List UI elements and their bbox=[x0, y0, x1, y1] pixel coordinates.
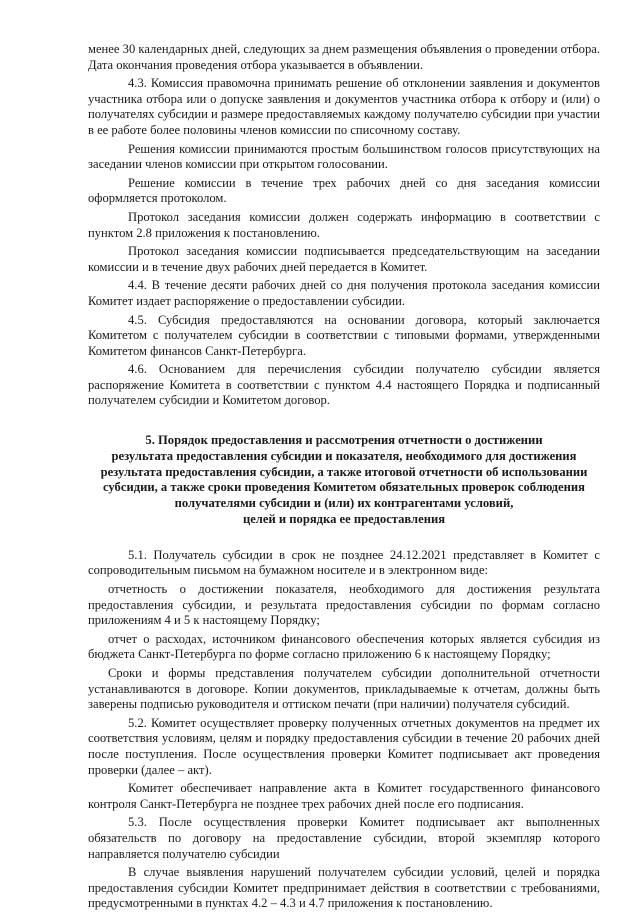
section-heading-line: субсидии, а также сроки проведения Комитетом обязательных проверок соблюдения bbox=[103, 480, 585, 495]
paragraph-expense-report: отчет о расходах, источником финансового обеспечения которых является субсидия из бюджета Санкт-Петербурга по форме согласно приложению 6 к настоящему Порядку; bbox=[88, 631, 600, 662]
section-heading-line: получателями субсидии и (или) их контрагентами условий, bbox=[174, 496, 514, 511]
paragraph-4-6: 4.6. Основанием для перечисления субсидии получателю субсидии является распоряжение Комитета в соответствии с пунктом 4.4 настоящего Порядка и подписанный получателем субсидии и Комитетом договор. bbox=[88, 362, 600, 408]
section-heading-line: 5. Порядок предоставления и рассмотрения отчетности о достижении bbox=[145, 433, 543, 448]
paragraph-4-4: 4.4. В течение десяти рабочих дней со дня получения протокола заседания комиссии Комитет издает распоряжение о предоставлении субсидии. bbox=[88, 278, 600, 308]
paragraph-4-5: 4.5. Субсидия предоставляются на основании договора, который заключается Комитетом с получателем субсидии в соответствии с типовыми формами, утвержденными Комитетом финансов Санкт-Петербурга. bbox=[88, 312, 600, 358]
paragraph-violations: В случае выявления нарушений получателем субсидии условий, целей и порядка предоставления субсидии Комитет предпринимает действия в соответствии с требованиями, предусмотренными в пунктах 4.2 – 4.3 и 4.7 приложения к постановлению. bbox=[88, 865, 600, 911]
paragraph-5-2: 5.2. Комитет осуществляет проверку полученных отчетных документов на предмет их соответствия условиям, целям и порядку предоставления субсидии в течение 20 рабочих дней после поступления. После осуществления проверки Комитет подписывает акт проведения проверки (далее – акт). bbox=[88, 715, 600, 777]
section-heading-line: результата предоставления субсидии, а также итоговой отчетности об использовании bbox=[100, 464, 588, 479]
paragraph-act-forwarding: Комитет обеспечивает направление акта в Комитет государственного финансового контроля Санкт-Петербурга не позднее трех рабочих дней после его подписания. bbox=[88, 781, 600, 811]
paragraph-additional-reporting: Сроки и формы представления получателем субсидии дополнительной отчетности устанавливаются в договоре. Копии документов, прикладываемые к отчетам, должны быть заверены подписью руководителя и оттиском печати (при наличии) получателя субсидий. bbox=[88, 666, 600, 712]
paragraph-5-3: 5.3. После осуществления проверки Комитет подписывает акт выполненных обязательств по договору на предоставление субсидии, второй экземпляр которого направляется получателю субсидии bbox=[88, 815, 600, 861]
paragraph-commission-protocol: Решение комиссии в течение трех рабочих дней со дня заседания комиссии оформляется протоколом. bbox=[88, 175, 600, 206]
section-heading-line: результата предоставления субсидии и показателя, необходимого для достижения bbox=[111, 448, 577, 463]
paragraph-protocol-content: Протокол заседания комиссии должен содержать информацию в соответствии с пунктом 2.8 приложения к постановлению. bbox=[88, 209, 600, 240]
paragraph-4-3: 4.3. Комиссия правомочна принимать решение об отклонении заявления и документов участника отбора или о допуске заявления и документов участника отбора к отбору и (или) о получателях субсидии и размере предоставляемых каждому получателю субсидии при участии в ее работе более половины членов комиссии по списочному составу. bbox=[88, 76, 600, 137]
paragraph-announcement-deadline: менее 30 календарных дней, следующих за днем размещения объявления о проведении отбора. Дата окончания проведения отбора указывается в объявлении. bbox=[88, 42, 600, 72]
paragraph-5-1: 5.1. Получатель субсидии в срок не позднее 24.12.2021 представляет в Комитет с сопроводительным письмом на бумажном носителе и в электронном виде: bbox=[88, 547, 600, 578]
paragraph-indicator-reporting: отчетность о достижении показателя, необходимого для достижения результата предоставления субсидии, и результата предоставления субсидии по формам согласно приложениям 4 и 5 к настоящему Порядку; bbox=[88, 582, 600, 628]
paragraph-commission-decisions: Решения комиссии принимаются простым большинством голосов присутствующих на заседании членов комиссии при открытом голосовании. bbox=[88, 141, 600, 172]
section-5-heading bbox=[88, 433, 600, 528]
paragraph-protocol-signing: Протокол заседания комиссии подписывается председательствующим на заседании комиссии и в течение двух рабочих дней передается в Комитет. bbox=[88, 244, 600, 274]
section-heading-line: целей и порядка ее предоставления bbox=[242, 512, 446, 527]
